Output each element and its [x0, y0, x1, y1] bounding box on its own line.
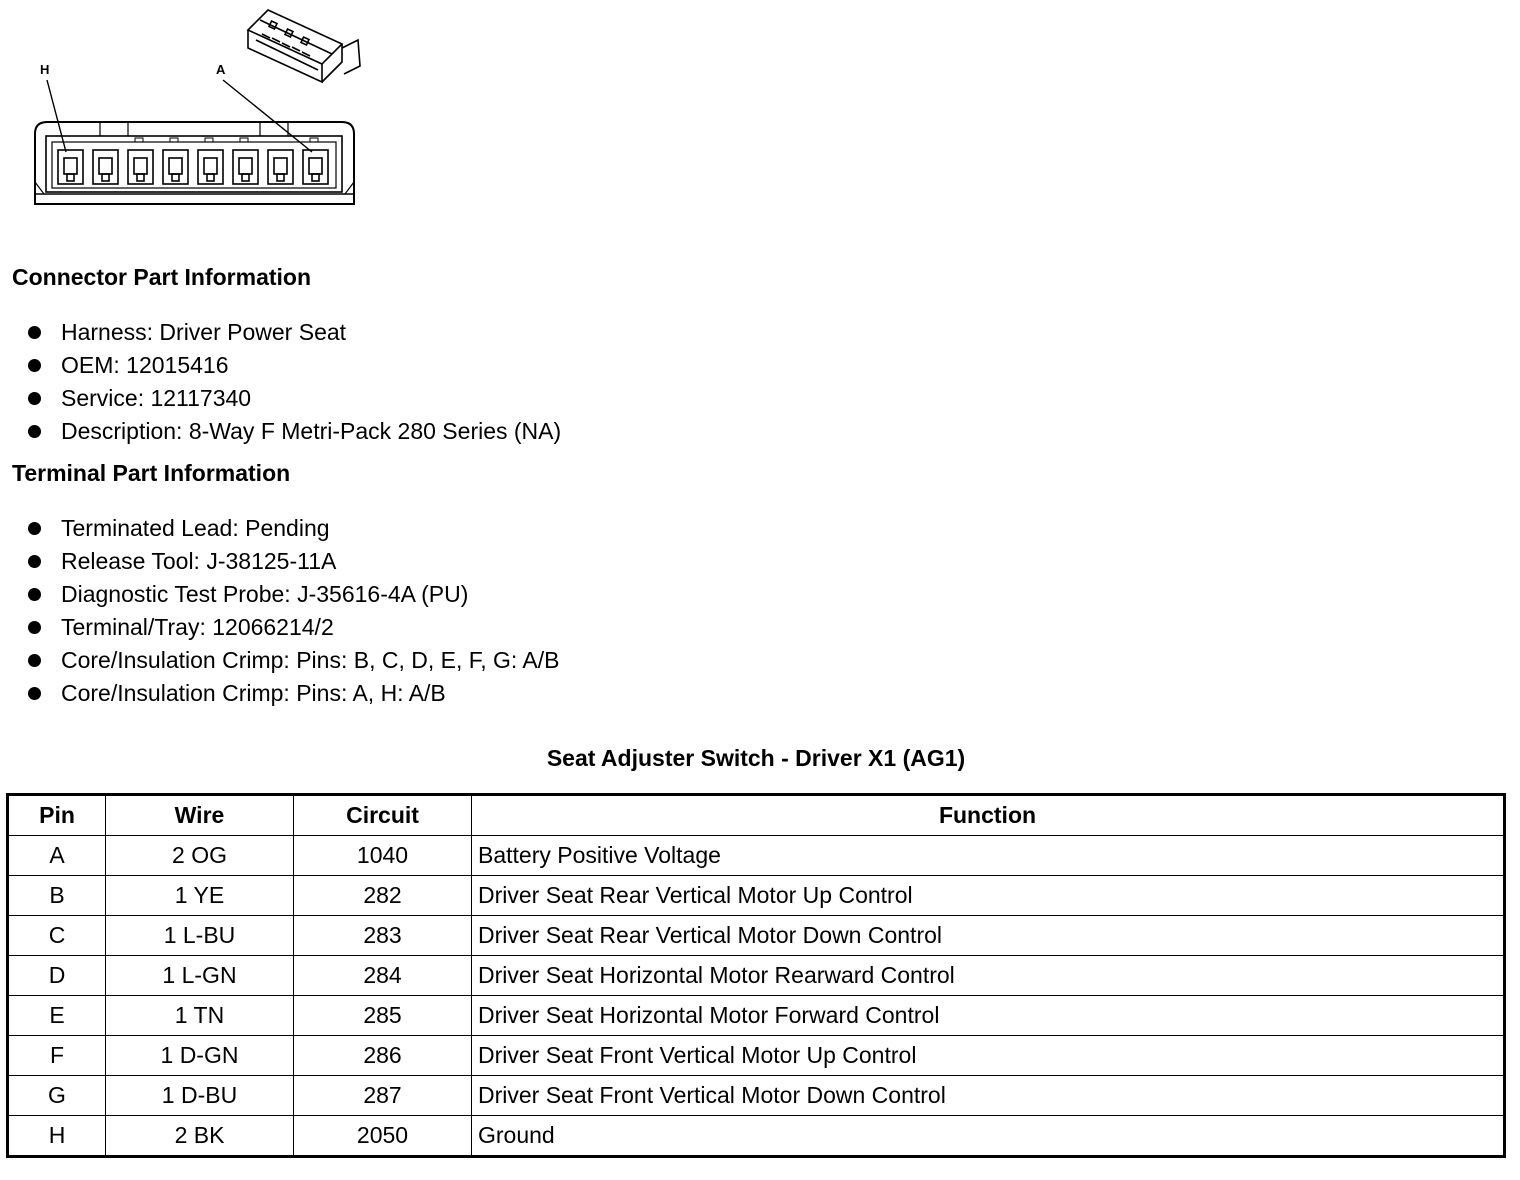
list-item-text: Terminated Lead: Pending [61, 515, 330, 541]
list-item-text: Service: 12117340 [61, 385, 252, 411]
list-item [28, 316, 561, 349]
cell-wire: 2 BK [106, 1116, 294, 1157]
table-row [8, 876, 1505, 916]
bullet-icon [28, 392, 41, 405]
cell-circuit: 2050 [294, 1116, 472, 1157]
terminal-section-title: Terminal Part Information [12, 460, 291, 486]
header-function: Function [472, 795, 1505, 836]
list-item [28, 611, 560, 644]
cell-pin: C [8, 916, 106, 956]
list-item [28, 545, 560, 578]
table-row [8, 956, 1505, 996]
bullet-icon [28, 588, 41, 601]
cell-pin: E [8, 996, 106, 1036]
leader-line-a [223, 80, 312, 152]
cell-circuit: 282 [294, 876, 472, 916]
list-item-text: Core/Insulation Crimp: Pins: B, C, D, E, F, G: A/B [61, 647, 560, 673]
cell-circuit: 283 [294, 916, 472, 956]
list-item-text: OEM: 12015416 [61, 352, 229, 378]
bullet-icon [28, 555, 41, 568]
cell-pin: D [8, 956, 106, 996]
cell-wire: 1 D-BU [106, 1076, 294, 1116]
cell-circuit: 287 [294, 1076, 472, 1116]
cell-circuit: 286 [294, 1036, 472, 1076]
cell-pin: G [8, 1076, 106, 1116]
terminal-info-list [28, 512, 560, 710]
bullet-icon [28, 621, 41, 634]
table-row [8, 1116, 1505, 1157]
cell-function: Driver Seat Horizontal Motor Rearward Control [472, 956, 1505, 996]
cell-function: Driver Seat Rear Vertical Motor Up Control [472, 876, 1505, 916]
bullet-icon [28, 425, 41, 438]
header-pin: Pin [8, 795, 106, 836]
table-title: Seat Adjuster Switch - Driver X1 (AG1) [546, 745, 966, 771]
list-item [28, 382, 561, 415]
table-row [8, 916, 1505, 956]
connector-3d-illustration [248, 10, 360, 82]
cell-pin: H [8, 1116, 106, 1157]
table-row [8, 836, 1505, 876]
list-item-text: Diagnostic Test Probe: J-35616-4A (PU) [61, 581, 469, 607]
bullet-icon [28, 522, 41, 535]
cell-circuit: 284 [294, 956, 472, 996]
cell-circuit: 285 [294, 996, 472, 1036]
cell-wire: 1 L-GN [106, 956, 294, 996]
bullet-icon [28, 359, 41, 372]
cell-wire: 1 L-BU [106, 916, 294, 956]
list-item [28, 512, 560, 545]
bullet-icon [28, 654, 41, 667]
pin-h-label: H [40, 62, 50, 77]
cell-pin: A [8, 836, 106, 876]
cell-pin: F [8, 1036, 106, 1076]
connector-section-title: Connector Part Information [12, 264, 312, 290]
cell-circuit: 1040 [294, 836, 472, 876]
pin-a-label: A [216, 62, 226, 77]
bullet-icon [28, 687, 41, 700]
cell-pin: B [8, 876, 106, 916]
cell-function: Driver Seat Horizontal Motor Forward Control [472, 996, 1505, 1036]
cell-function: Ground [472, 1116, 1505, 1157]
list-item-text: Harness: Driver Power Seat [61, 319, 347, 345]
table-row [8, 1076, 1505, 1116]
table-row [8, 996, 1505, 1036]
leader-line-h [47, 80, 66, 152]
cell-function: Battery Positive Voltage [472, 836, 1505, 876]
terminal-cavities [58, 150, 328, 184]
cell-wire: 1 YE [106, 876, 294, 916]
list-item [28, 644, 560, 677]
cell-wire: 2 OG [106, 836, 294, 876]
header-circuit: Circuit [294, 795, 472, 836]
list-item [28, 578, 560, 611]
cell-function: Driver Seat Front Vertical Motor Up Control [472, 1036, 1505, 1076]
cell-function: Driver Seat Front Vertical Motor Down Control [472, 1076, 1505, 1116]
table-header-row [8, 795, 1505, 836]
connector-info-list [28, 316, 561, 448]
list-item-text: Release Tool: J-38125-11A [61, 548, 337, 574]
cell-function: Driver Seat Rear Vertical Motor Down Control [472, 916, 1505, 956]
bullet-icon [28, 326, 41, 339]
table-row [8, 1036, 1505, 1076]
connector-diagram [20, 0, 380, 220]
list-item-text: Terminal/Tray: 12066214/2 [61, 614, 334, 640]
list-item [28, 677, 560, 710]
header-wire: Wire [106, 795, 294, 836]
list-item-text: Description: 8-Way F Metri-Pack 280 Series (NA) [61, 418, 562, 444]
pinout-table [6, 793, 1506, 1158]
cell-wire: 1 D-GN [106, 1036, 294, 1076]
list-item [28, 415, 561, 448]
cell-wire: 1 TN [106, 996, 294, 1036]
list-item-text: Core/Insulation Crimp: Pins: A, H: A/B [61, 680, 446, 706]
list-item [28, 349, 561, 382]
